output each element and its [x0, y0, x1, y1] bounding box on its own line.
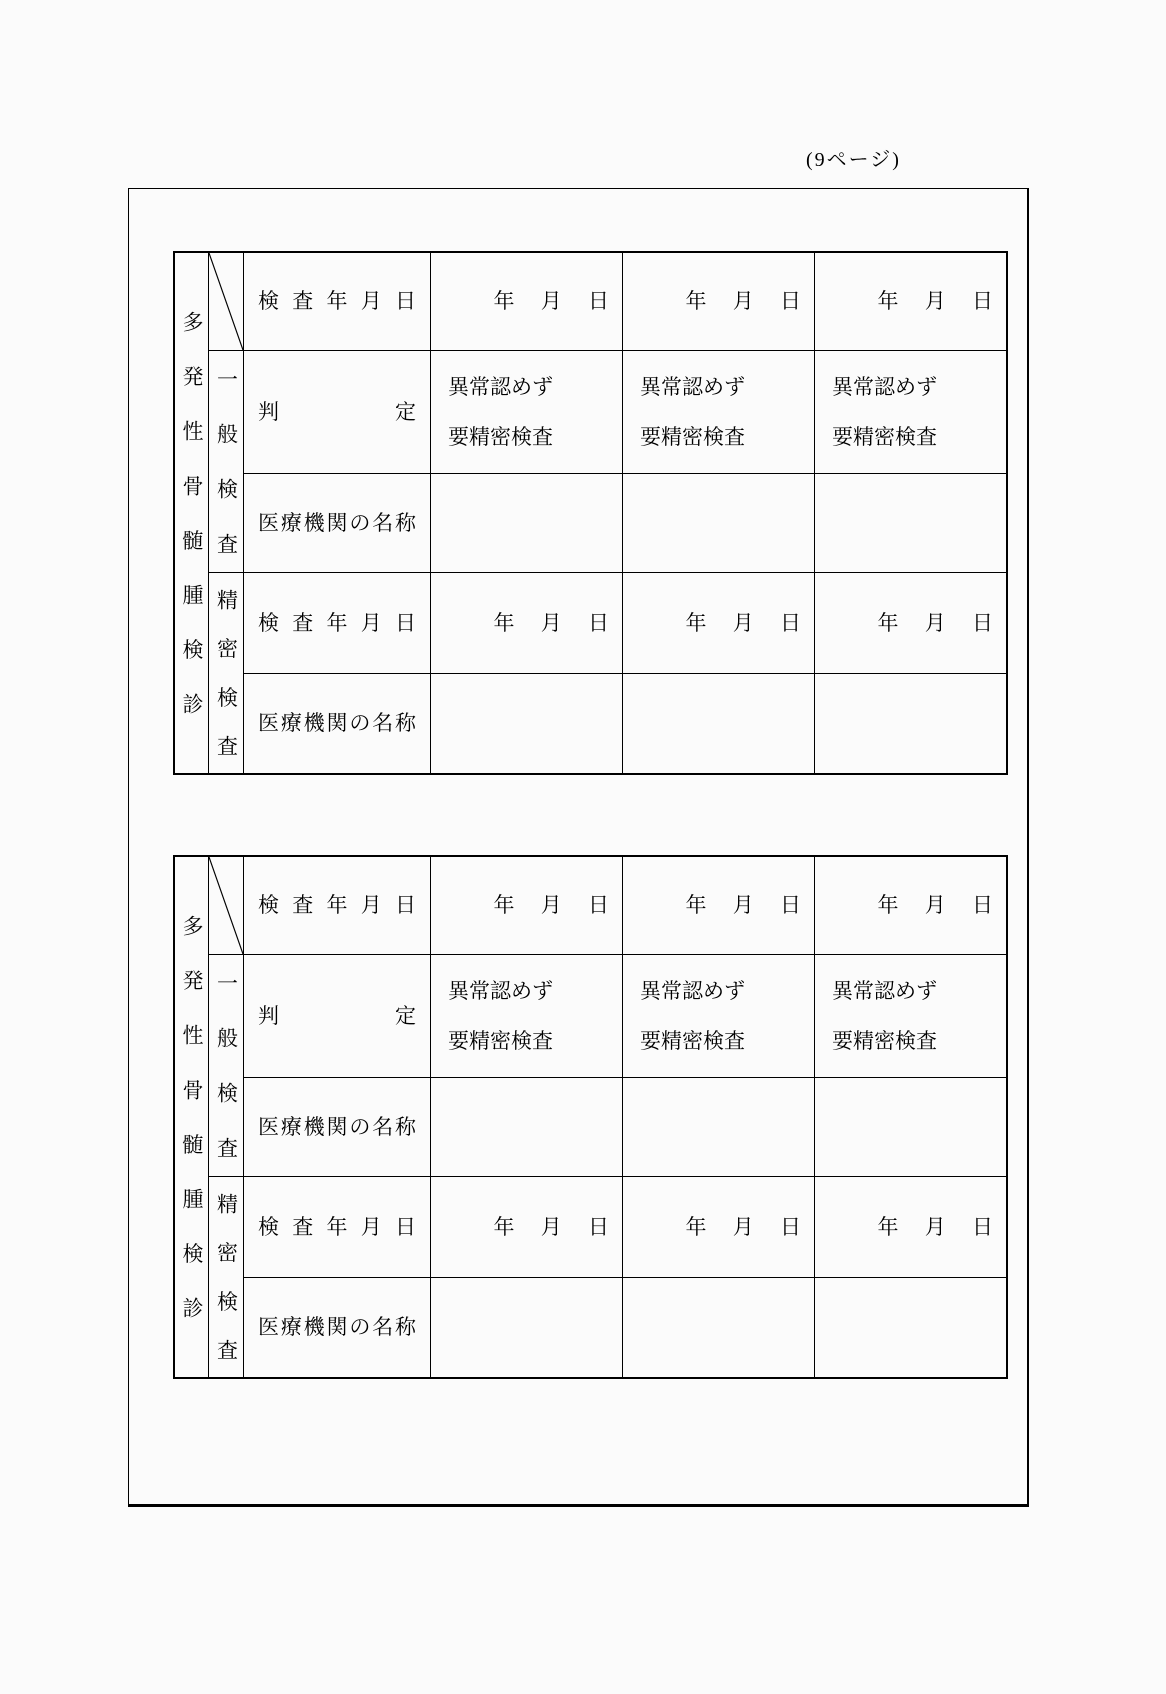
detailed-exam-group-label: 精密検査	[214, 589, 239, 785]
judgment-option-detail-needed: 要精密検査	[640, 1028, 745, 1053]
date-placeholder: 年 月 日	[685, 289, 801, 313]
date-placeholder: 年 月 日	[685, 610, 801, 635]
date-placeholder: 年 月 日	[877, 289, 993, 313]
date-value-cell	[431, 857, 623, 955]
judgment-option-normal: 異常認めず	[640, 978, 745, 1003]
exam-date-label: 検査年月日	[258, 1214, 416, 1239]
date-value-cell	[815, 857, 1006, 955]
diagonal-line	[209, 857, 243, 954]
exam-date-label: 検査年月日	[258, 893, 416, 917]
screening-table-2	[173, 855, 1008, 1389]
date-value-cell	[623, 573, 815, 674]
exam-date-label-cell	[244, 857, 431, 955]
date-value-cell	[623, 1177, 815, 1278]
exam-date-label: 検査年月日	[258, 289, 416, 313]
exam-date-label-cell	[244, 573, 431, 674]
judgment-label: 判定	[258, 1003, 416, 1028]
page-frame	[128, 188, 1029, 1507]
date-placeholder: 年 月 日	[493, 893, 609, 917]
judgment-option-detail-needed: 要精密検査	[640, 424, 745, 449]
institution-label-cell	[244, 1078, 431, 1177]
judgment-options-cell	[431, 955, 623, 1078]
judgment-option-normal: 異常認めず	[448, 374, 553, 399]
empty-field-cell	[623, 474, 815, 573]
empty-field-cell	[815, 474, 1006, 573]
judgment-label-cell	[244, 351, 431, 474]
judgment-option-normal: 異常認めず	[832, 374, 937, 399]
general-exam-group-cell	[209, 351, 244, 589]
exam-date-label: 検査年月日	[258, 610, 416, 635]
exam-date-label-cell	[244, 253, 431, 351]
judgment-option-detail-needed: 要精密検査	[832, 424, 937, 449]
screening-title-cell	[175, 857, 209, 1377]
screening-title-vertical: 多発性骨髄腫検診	[180, 915, 204, 1353]
judgment-option-normal: 異常認めず	[448, 978, 553, 1003]
empty-field-cell	[431, 674, 623, 773]
general-exam-group-cell	[209, 955, 244, 1193]
institution-label-cell	[244, 1278, 431, 1377]
date-value-cell	[431, 253, 623, 351]
institution-label: 医療機関の名称	[258, 711, 416, 735]
exam-date-label-cell	[244, 1177, 431, 1278]
judgment-options-cell	[815, 955, 1006, 1078]
screening-title-vertical: 多発性骨髄腫検診	[180, 311, 204, 749]
judgment-label-cell	[244, 955, 431, 1078]
date-value-cell	[815, 1177, 1006, 1278]
date-placeholder: 年 月 日	[877, 610, 993, 635]
date-placeholder: 年 月 日	[877, 1214, 993, 1239]
detailed-exam-group-cell	[209, 573, 244, 785]
institution-label-cell	[244, 674, 431, 773]
judgment-options-cell	[431, 351, 623, 474]
empty-field-cell	[623, 1278, 815, 1377]
institution-label: 医療機関の名称	[258, 1315, 416, 1339]
empty-field-cell	[431, 1278, 623, 1377]
judgment-options-cell	[815, 351, 1006, 474]
general-exam-group-label: 一般検査	[214, 972, 239, 1193]
judgment-option-detail-needed: 要精密検査	[832, 1028, 937, 1053]
institution-label: 医療機関の名称	[258, 510, 416, 535]
empty-field-cell	[815, 674, 1006, 773]
date-value-cell	[431, 1177, 623, 1278]
screening-title-cell	[175, 253, 209, 773]
judgment-option-normal: 異常認めず	[832, 978, 937, 1003]
date-placeholder: 年 月 日	[685, 893, 801, 917]
date-value-cell	[431, 573, 623, 674]
diagonal-line	[209, 253, 243, 350]
institution-label-cell	[244, 474, 431, 573]
date-value-cell	[815, 253, 1006, 351]
detailed-exam-group-cell	[209, 1177, 244, 1389]
date-placeholder: 年 月 日	[493, 1214, 609, 1239]
date-value-cell	[623, 253, 815, 351]
empty-field-cell	[623, 674, 815, 773]
judgment-option-detail-needed: 要精密検査	[448, 1028, 553, 1053]
judgment-option-normal: 異常認めず	[640, 374, 745, 399]
diagonal-header-cell	[209, 253, 244, 351]
empty-field-cell	[431, 474, 623, 573]
judgment-options-cell	[623, 955, 815, 1078]
date-placeholder: 年 月 日	[685, 1214, 801, 1239]
general-exam-group-label: 一般検査	[214, 368, 239, 589]
detailed-exam-group-label: 精密検査	[214, 1193, 239, 1389]
page-number: (9ページ)	[806, 149, 901, 171]
empty-field-cell	[815, 1078, 1006, 1177]
judgment-label: 判定	[258, 399, 416, 424]
screening-table-1	[173, 251, 1008, 785]
empty-field-cell	[815, 1278, 1006, 1377]
date-placeholder: 年 月 日	[493, 289, 609, 313]
date-placeholder: 年 月 日	[877, 893, 993, 917]
empty-field-cell	[623, 1078, 815, 1177]
judgment-options-cell	[623, 351, 815, 474]
date-value-cell	[623, 857, 815, 955]
judgment-option-detail-needed: 要精密検査	[448, 424, 553, 449]
diagonal-header-cell	[209, 857, 244, 955]
empty-field-cell	[431, 1078, 623, 1177]
date-value-cell	[815, 573, 1006, 674]
date-placeholder: 年 月 日	[493, 610, 609, 635]
institution-label: 医療機関の名称	[258, 1114, 416, 1139]
